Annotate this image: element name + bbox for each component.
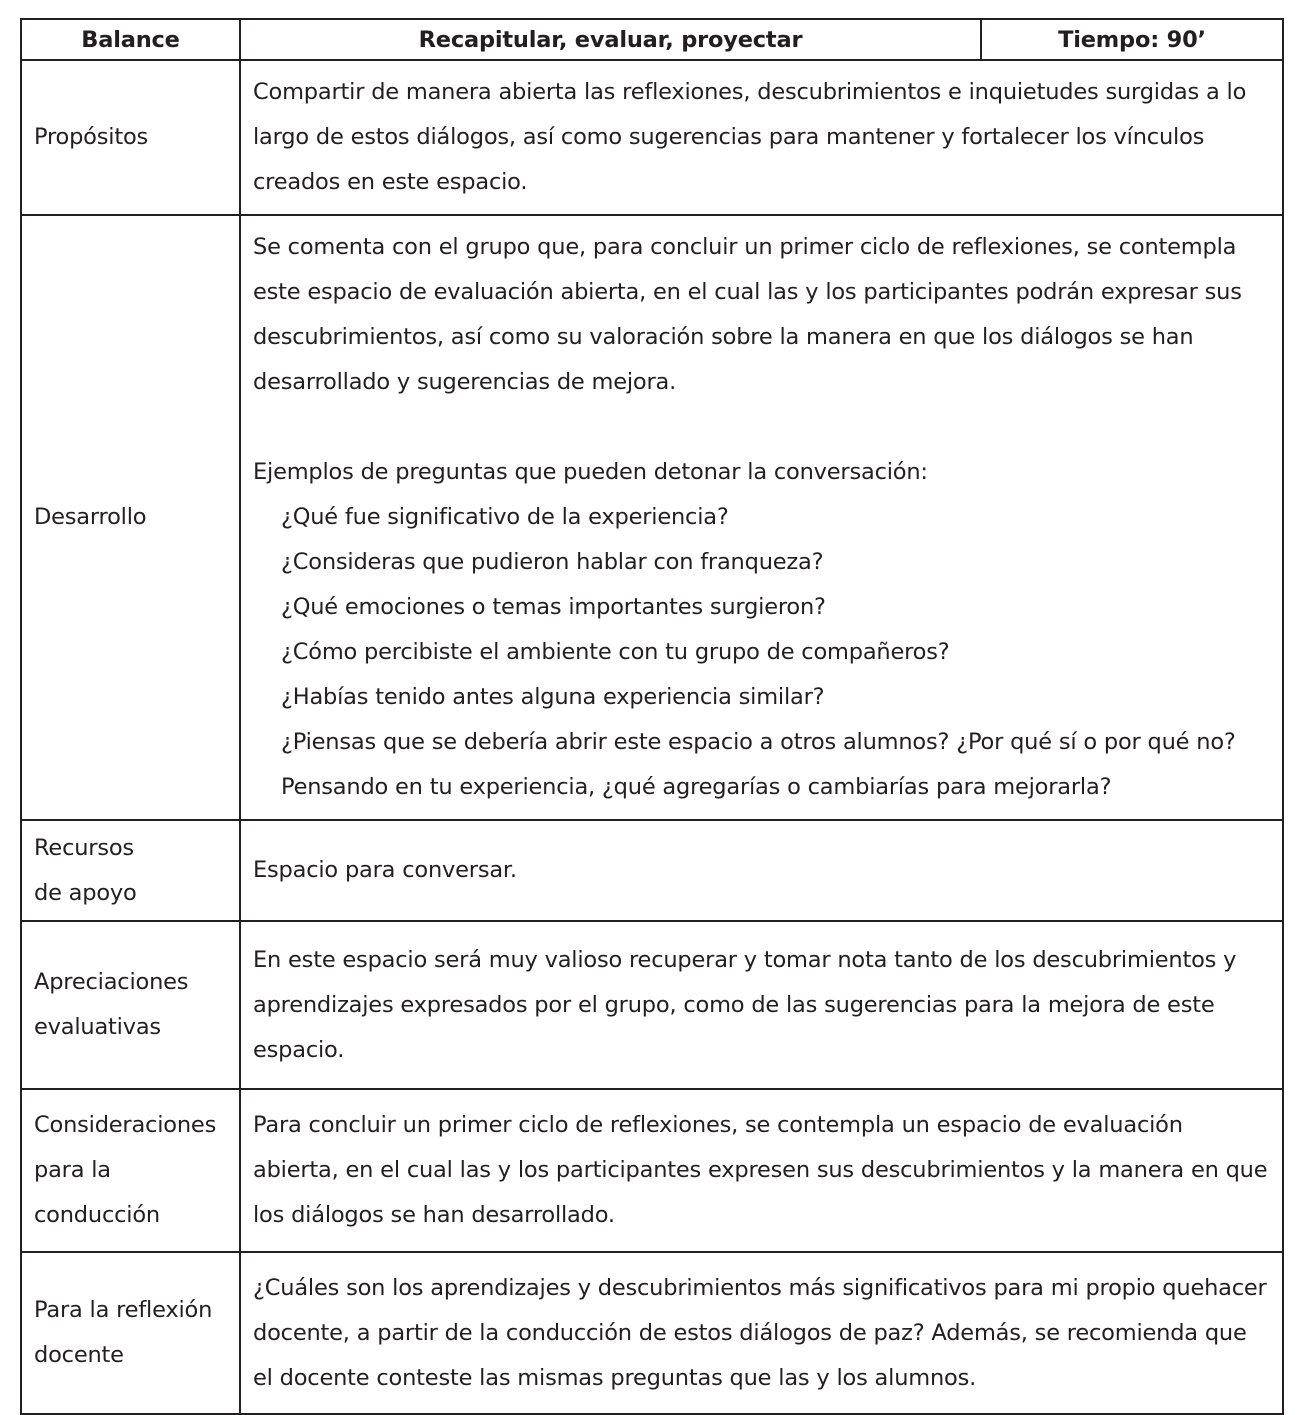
content-desarrollo — [240, 215, 1283, 820]
label-recursos-line1: Recursos — [34, 834, 134, 861]
row-desarrollo — [21, 215, 1283, 820]
label-consideraciones-line2: para la — [34, 1157, 111, 1183]
label-recursos — [21, 820, 240, 921]
label-apreciaciones-line2: evaluativas — [34, 1014, 161, 1040]
row-reflexion — [21, 1252, 1283, 1414]
question-item: Pensando en tu experiencia, ¿qué agregarías o cambiarías para mejorarla? — [281, 774, 1112, 800]
content-apreciaciones — [240, 921, 1283, 1089]
label-consideraciones-line1: Consideraciones — [34, 1112, 217, 1138]
question-item: ¿Piensas que se debería abrir este espacio a otros alumnos? ¿Por qué sí o por qué no? — [281, 729, 1236, 755]
desarrollo-intro: Se comenta con el grupo que, para concluir un primer ciclo de reflexiones, se contempla este espacio de evaluación abierta, en el cual las y los participantes podrán expresar sus descubrimientos, así como su valoración sobre la manera en que los diálogos se han desarrollado y sugerencias de mejora. — [253, 234, 1242, 395]
question-item: ¿Cómo percibiste el ambiente con tu grupo de compañeros? — [281, 639, 950, 665]
label-consideraciones-line3: conducción — [34, 1202, 160, 1228]
content-recursos — [240, 820, 1283, 921]
examples-lead: Ejemplos de preguntas que pueden detonar la conversación: — [253, 459, 928, 485]
question-item: ¿Qué emociones o temas importantes surgieron? — [281, 594, 826, 620]
label-reflexion — [21, 1252, 240, 1414]
consideraciones-text: Para concluir un primer ciclo de reflexiones, se contempla un espacio de evaluación abierta, en el cual las y los participantes expresen sus descubrimientos y la manera en que los diálogos se han desarrollado. — [253, 1112, 1268, 1228]
label-desarrollo: Desarrollo — [21, 215, 240, 820]
content-propositos — [240, 60, 1283, 215]
question-list — [253, 495, 1270, 810]
paragraph-spacer — [253, 405, 1270, 450]
row-propositos — [21, 60, 1283, 215]
apreciaciones-text: En este espacio será muy valioso recuperar y tomar nota tanto de los descubrimientos y aprendizajes expresados por el grupo, como de las sugerencias para la mejora de este espacio. — [253, 946, 1237, 1063]
recursos-text: Espacio para conversar. — [253, 857, 517, 883]
header-balance: Balance — [21, 19, 240, 60]
session-plan-table — [20, 18, 1284, 1415]
content-consideraciones — [240, 1089, 1283, 1252]
row-recursos — [21, 820, 1283, 921]
label-apreciaciones — [21, 921, 240, 1089]
label-reflexion-line1: Para la reflexión — [34, 1297, 213, 1323]
label-apreciaciones-line1: Apreciaciones — [34, 969, 189, 995]
content-reflexion — [240, 1252, 1283, 1414]
question-item: ¿Consideras que pudieron hablar con franqueza? — [281, 549, 824, 575]
label-propositos: Propósitos — [21, 60, 240, 215]
question-item: ¿Qué fue significativo de la experiencia? — [281, 504, 729, 530]
label-reflexion-line2: docente — [34, 1342, 124, 1368]
propositos-text: Compartir de manera abierta las reflexiones, descubrimientos e inquietudes surgidas a lo largo de estos diálogos, así como sugerencias para mantener y fortalecer los vínculos creados en este espacio. — [253, 79, 1247, 195]
question-item: ¿Habías tenido antes alguna experiencia similar? — [281, 684, 825, 710]
label-consideraciones — [21, 1089, 240, 1252]
row-consideraciones — [21, 1089, 1283, 1252]
label-recursos-line2: de apoyo — [34, 879, 137, 906]
header-row — [21, 19, 1283, 60]
reflexion-text: ¿Cuáles son los aprendizajes y descubrimientos más significativos para mi propio quehacer docente, a partir de la conducción de estos diálogos de paz? Además, se recomienda que el docente conteste las mismas preguntas que las y los alumnos. — [253, 1274, 1267, 1391]
header-time: Tiempo: 90’ — [981, 19, 1283, 60]
row-apreciaciones — [21, 921, 1283, 1089]
header-title: Recapitular, evaluar, proyectar — [240, 19, 981, 60]
